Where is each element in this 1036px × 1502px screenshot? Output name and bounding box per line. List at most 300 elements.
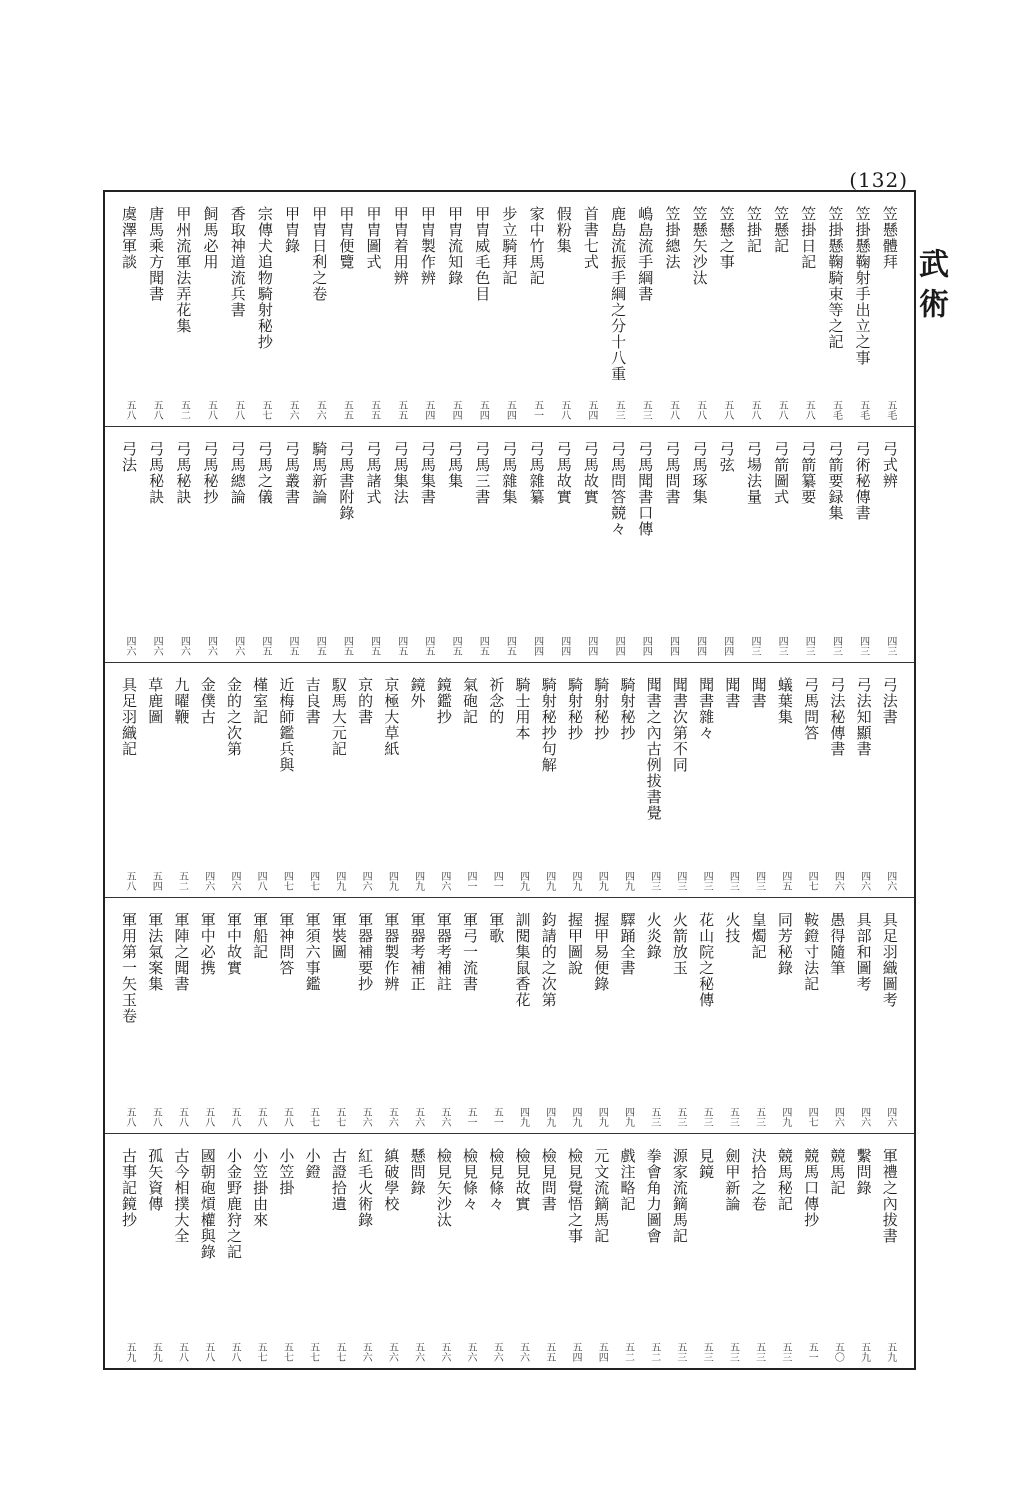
entry-title: 競馬記	[828, 1147, 847, 1196]
entry-page: 四六	[884, 871, 896, 892]
entry-title: 九曜鞭	[172, 676, 191, 725]
catalog-entry	[525, 427, 549, 661]
entry-title: 聞書雜々	[697, 676, 716, 741]
entry-title: 愚得隨筆	[828, 912, 847, 977]
catalog-entry	[274, 1134, 298, 1368]
catalog-entry	[280, 192, 304, 426]
entry-list	[105, 192, 914, 426]
catalog-entry	[248, 1134, 272, 1368]
entry-page: 四五	[259, 635, 271, 656]
catalog-entry	[799, 898, 823, 1132]
entry-page: 五五	[368, 400, 380, 421]
catalog-entry	[852, 898, 876, 1132]
entry-page: 四六	[832, 1106, 844, 1127]
entry-title: 握甲易便錄	[592, 912, 611, 993]
catalog-entry	[171, 427, 195, 661]
entry-title: 弓術秘傳書	[853, 441, 872, 522]
catalog-entry	[280, 427, 304, 661]
catalog-entry	[747, 663, 771, 897]
entry-page: 四五	[395, 635, 407, 656]
entry-title: 弓法	[120, 441, 138, 474]
entry-title: 國朝砲熕權與錄	[198, 1147, 217, 1260]
entry-page: 五八	[255, 1106, 267, 1127]
catalog-entry	[432, 1134, 456, 1368]
catalog-entry	[406, 1134, 430, 1368]
entry-page: 四六	[228, 871, 240, 892]
catalog-entry	[353, 663, 377, 897]
entry-title: 弓馬問答競々	[609, 441, 628, 538]
entry-page: 四三	[884, 635, 896, 656]
catalog-band	[105, 192, 914, 427]
catalog-entry	[715, 192, 739, 426]
entry-title: 軍歌	[487, 912, 506, 945]
entry-page: 四九	[517, 1106, 529, 1127]
entry-title: 假粉集	[554, 206, 573, 254]
entry-page: 五六	[360, 1342, 372, 1363]
entry-title: 虞澤軍談	[120, 206, 138, 270]
catalog-entry	[432, 898, 456, 1132]
entry-title: 鈞請的之次第	[539, 912, 558, 1009]
entry-title: 弓馬總論	[228, 441, 247, 506]
entry-title: 軍禮之內拔書	[880, 1147, 899, 1244]
entry-title: 檢見故實	[513, 1147, 532, 1212]
entry-title: 競馬秘記	[775, 1147, 794, 1212]
entry-page: 五七	[333, 1106, 345, 1127]
catalog-entry	[715, 427, 739, 661]
entry-title: 近梅師鑑兵與	[277, 676, 296, 773]
catalog-entry	[379, 1134, 403, 1368]
entry-page: 四六	[438, 871, 450, 892]
catalog-entry	[579, 192, 603, 426]
catalog-entry	[301, 898, 325, 1132]
catalog-entry	[851, 427, 875, 661]
catalog-entry	[769, 192, 793, 426]
entry-page: 五六	[438, 1342, 450, 1363]
catalog-entry	[823, 427, 847, 661]
catalog-entry	[615, 898, 639, 1132]
catalog-entry	[747, 1134, 771, 1368]
entry-page: 四五	[422, 635, 434, 656]
entry-title: 小笠掛由來	[251, 1147, 270, 1228]
entry-page: 五六	[412, 1342, 424, 1363]
entry-page: 四六	[858, 1106, 870, 1127]
entry-page: 五二	[648, 1342, 660, 1363]
catalog-entry	[458, 898, 482, 1132]
entry-title: 弓馬三書	[473, 441, 492, 506]
catalog-entry	[563, 663, 587, 897]
entry-title: 馭馬大元記	[329, 676, 348, 757]
entry-title: 檢見條々	[487, 1147, 506, 1212]
catalog-entry	[537, 1134, 561, 1368]
catalog-entry	[484, 898, 508, 1132]
entry-title: 騎射秘抄句解	[539, 676, 558, 773]
entry-title: 甲胄製作辨	[418, 206, 437, 286]
entry-page: 五四	[422, 400, 434, 421]
catalog-entry	[615, 1134, 639, 1368]
entry-title: 弓馬書附錄	[337, 441, 356, 522]
entry-page: 四九	[412, 871, 424, 892]
entry-page: 四七	[806, 871, 818, 892]
entry-title: 笠懸記	[772, 206, 791, 254]
entry-title: 具足羽織記	[120, 676, 138, 757]
catalog-entry	[327, 663, 351, 897]
catalog-band	[105, 427, 914, 662]
catalog-entry	[458, 663, 482, 897]
entry-title: 聞書之內古例拔書覺	[644, 676, 663, 821]
entry-page: 五七	[307, 1106, 319, 1127]
entry-title: 訓閱集鼠香花	[513, 912, 532, 1009]
entry-title: 祈念的	[487, 676, 506, 725]
entry-title: 弓馬集法	[391, 441, 410, 506]
entry-page: 五八	[202, 1342, 214, 1363]
entry-title: 唐馬乘方聞書	[147, 206, 166, 302]
catalog-entry	[796, 427, 820, 661]
catalog-entry	[579, 427, 603, 661]
catalog-entry	[589, 898, 613, 1132]
entry-title: 弓馬集	[446, 441, 465, 490]
entry-title: 孤矢資傳	[146, 1147, 165, 1212]
catalog-entry	[537, 898, 561, 1132]
entry-title: 檢見問書	[539, 1147, 558, 1212]
entry-page: 四三	[701, 871, 713, 892]
entry-title: 笠懸體拜	[880, 206, 899, 270]
section-title: 武術	[913, 248, 948, 328]
entry-page: 四九	[569, 871, 581, 892]
catalog-entry	[660, 192, 684, 426]
entry-title: 火箭放玉	[670, 912, 689, 977]
catalog-entry	[470, 192, 494, 426]
entry-title: 古證拾遺	[329, 1147, 348, 1212]
catalog-entry	[143, 663, 167, 897]
entry-title: 紅毛火術錄	[356, 1147, 375, 1228]
entry-title: 小金野鹿狩之記	[224, 1147, 243, 1260]
catalog-entry	[720, 898, 744, 1132]
entry-page: 五三	[640, 400, 652, 421]
entry-page: 四三	[748, 635, 760, 656]
catalog-entry	[878, 663, 902, 897]
catalog-entry	[720, 663, 744, 897]
entry-page: 五五	[341, 400, 353, 421]
entry-title: 弓法知顯書	[854, 676, 873, 757]
catalog-entry	[742, 192, 766, 426]
entry-title: 同芳秘錄	[775, 912, 794, 977]
entry-page: 五四	[504, 400, 516, 421]
catalog-entry	[668, 1134, 692, 1368]
catalog-entry	[589, 1134, 613, 1368]
catalog-entry	[694, 898, 718, 1132]
catalog-entry	[720, 1134, 744, 1368]
entry-page: 五四	[477, 400, 489, 421]
entry-page: 五六	[438, 1106, 450, 1127]
catalog-entry	[484, 663, 508, 897]
entry-page: 四六	[884, 1106, 896, 1127]
entry-title: 家中竹馬記	[527, 206, 546, 286]
entry-title: 笠掛總法	[663, 206, 682, 270]
entry-title: 弓箭圖式	[772, 441, 791, 506]
entry-page: 五三	[674, 1106, 686, 1127]
entry-page: 四四	[721, 635, 733, 656]
catalog-entry	[773, 898, 797, 1132]
entry-page: 四九	[779, 1106, 791, 1127]
catalog-entry	[406, 663, 430, 897]
entry-title: 具足羽織圖考	[880, 912, 899, 1009]
entry-page: 四四	[585, 635, 597, 656]
entry-title: 鞍鐙寸法記	[802, 912, 821, 993]
entry-page: 五八	[694, 400, 706, 421]
entry-title: 弓弦	[717, 441, 736, 474]
entry-title: 拳會角力圖會	[644, 1147, 663, 1244]
entry-page: 五八	[803, 400, 815, 421]
catalog-entry	[825, 898, 849, 1132]
entry-page: 五八	[721, 400, 733, 421]
catalog-band	[105, 1134, 914, 1368]
entry-title: 草鹿圖	[146, 676, 165, 725]
entry-page: 五六	[491, 1342, 503, 1363]
catalog-entry	[642, 898, 666, 1132]
entry-title: 弓馬問書	[663, 441, 682, 506]
entry-page: 五八	[558, 400, 570, 421]
entry-page: 四五	[504, 635, 516, 656]
entry-page: 五八	[228, 1106, 240, 1127]
catalog-band	[105, 898, 914, 1133]
entry-page: 五六	[314, 400, 326, 421]
entry-title: 競馬口傳抄	[802, 1147, 821, 1228]
entry-page: 五八	[202, 1106, 214, 1127]
entry-title: 弓馬故實	[581, 441, 600, 506]
entry-page: 四九	[543, 1106, 555, 1127]
entry-page: 五三	[779, 1342, 791, 1363]
entry-title: 軍器考補註	[434, 912, 453, 993]
entry-title: 握甲圖說	[565, 912, 584, 977]
page-number: (132)	[849, 168, 908, 192]
entry-page: 五八	[281, 1106, 293, 1127]
entry-page: 五九	[858, 1342, 870, 1363]
catalog-entry	[362, 192, 386, 426]
catalog-entry	[878, 192, 902, 426]
entry-page: 五七	[281, 1342, 293, 1363]
entry-title: 火炎錄	[644, 912, 663, 961]
entry-page: 五六	[360, 1106, 372, 1127]
entry-list	[105, 898, 914, 1132]
catalog-entry	[307, 427, 331, 661]
entry-page: 四九	[543, 871, 555, 892]
catalog-entry	[117, 898, 141, 1132]
catalog-entry	[852, 1134, 876, 1368]
entry-title: 弓法秘傳書	[828, 676, 847, 757]
entry-title: 弓馬雜集	[500, 441, 519, 506]
catalog-entry	[878, 898, 902, 1132]
entry-page: 四四	[613, 635, 625, 656]
catalog-entry	[253, 427, 277, 661]
catalog-entry	[484, 1134, 508, 1368]
entry-page: 五八	[176, 1106, 188, 1127]
entry-title: 首書七式	[581, 206, 600, 270]
entry-title: 劍甲新論	[723, 1147, 742, 1212]
entry-title: 弓馬諸式	[364, 441, 383, 506]
entry-page: 四九	[333, 871, 345, 892]
entry-page: 五三	[701, 1106, 713, 1127]
entry-page: 五毛	[884, 400, 896, 421]
entry-page: 五三	[753, 1106, 765, 1127]
entry-page: 五三	[701, 1342, 713, 1363]
catalog-entry	[633, 192, 657, 426]
catalog-entry	[248, 898, 272, 1132]
catalog-entry	[852, 663, 876, 897]
entry-title: 弓箭要録集	[826, 441, 845, 522]
entry-page: 五六	[465, 1342, 477, 1363]
entry-page: 四四	[667, 635, 679, 656]
catalog-entry	[199, 427, 223, 661]
catalog-entry	[769, 427, 793, 661]
catalog-entry	[117, 1134, 141, 1368]
entry-title: 騎馬新論	[310, 441, 329, 506]
entry-title: 軍神問答	[277, 912, 296, 977]
catalog-entry	[222, 898, 246, 1132]
catalog-entry	[470, 427, 494, 661]
catalog-entry	[742, 427, 766, 661]
entry-page: 四九	[386, 871, 398, 892]
entry-title: 金的之次第	[224, 676, 243, 757]
catalog-entry	[443, 192, 467, 426]
entry-title: 槿室記	[251, 676, 270, 725]
catalog-entry	[379, 663, 403, 897]
entry-page: 四六	[360, 871, 372, 892]
entry-page: 四六	[858, 871, 870, 892]
entry-title: 弓馬集書	[418, 441, 437, 506]
entry-page: 四三	[830, 635, 842, 656]
entry-page: 四一	[465, 871, 477, 892]
catalog-entry	[633, 427, 657, 661]
catalog-entry	[747, 898, 771, 1132]
entry-page: 五二	[622, 1342, 634, 1363]
catalog-entry	[606, 427, 630, 661]
entry-page: 五六	[386, 1106, 398, 1127]
entry-page: 五八	[205, 400, 217, 421]
catalog-entry	[511, 663, 535, 897]
entry-title: 弓馬琢集	[690, 441, 709, 506]
entry-page: 五八	[150, 1106, 162, 1127]
catalog-band	[105, 663, 914, 898]
catalog-entry	[144, 427, 168, 661]
catalog-entry	[511, 1134, 535, 1368]
entry-title: 具部和圖考	[854, 912, 873, 993]
entry-page: 四五	[779, 871, 791, 892]
entry-page: 五八	[228, 1342, 240, 1363]
catalog-entry	[615, 663, 639, 897]
entry-title: 甲胄便覽	[337, 206, 356, 270]
catalog-entry	[301, 1134, 325, 1368]
entry-title: 鹿島流振手綱之分十八重	[609, 206, 628, 382]
catalog-entry	[660, 427, 684, 661]
entry-page: 五三	[727, 1342, 739, 1363]
entry-title: 弓馬秘訣	[147, 441, 166, 506]
entry-title: 軍中必携	[198, 912, 217, 977]
entry-page: 四三	[753, 871, 765, 892]
entry-page: 四三	[674, 871, 686, 892]
entry-page: 四四	[558, 635, 570, 656]
entry-page: 五五	[543, 1342, 555, 1363]
catalog-entry	[169, 898, 193, 1132]
entry-title: 古今相撲大全	[172, 1147, 191, 1244]
entry-page: 四四	[531, 635, 543, 656]
entry-title: 京極大草紙	[382, 676, 401, 757]
entry-page: 五九	[150, 1342, 162, 1363]
catalog-entry	[432, 663, 456, 897]
entry-page: 五一	[806, 1342, 818, 1363]
entry-title: 甲胄錄	[283, 206, 302, 254]
catalog-entry	[688, 427, 712, 661]
entry-page: 五四	[596, 1342, 608, 1363]
entry-page: 五三	[753, 1342, 765, 1363]
entry-page: 五三	[727, 1106, 739, 1127]
entry-page: 四三	[776, 635, 788, 656]
entry-page: 四九	[622, 871, 634, 892]
entry-page: 四五	[287, 635, 299, 656]
entry-title: 氣砲記	[461, 676, 480, 725]
entry-page: 四五	[341, 635, 353, 656]
entry-title: 甲胄流知錄	[446, 206, 465, 286]
entry-page: 四五	[477, 635, 489, 656]
catalog-entry	[416, 427, 440, 661]
entry-title: 花山院之秘傳	[697, 912, 716, 1009]
entry-title: 戲注略記	[618, 1147, 637, 1212]
entry-title: 火技	[723, 912, 742, 945]
catalog-entry	[668, 898, 692, 1132]
catalog-entry	[117, 192, 141, 426]
entry-page: 四四	[640, 635, 652, 656]
entry-page: 四六	[832, 871, 844, 892]
catalog-entry	[563, 1134, 587, 1368]
entry-page: 五九	[884, 1342, 896, 1363]
entry-page: 五三	[648, 1106, 660, 1127]
entry-title: 縝破學校	[382, 1147, 401, 1212]
entry-title: 弓馬故實	[554, 441, 573, 506]
catalog-entry	[253, 192, 277, 426]
catalog-entry	[458, 1134, 482, 1368]
entry-page: 四九	[596, 871, 608, 892]
entry-page: 四九	[596, 1106, 608, 1127]
entry-title: 決拾之卷	[749, 1147, 768, 1212]
entry-title: 飼馬必用	[201, 206, 220, 270]
entry-page: 五一	[491, 1106, 503, 1127]
catalog-entry	[334, 427, 358, 661]
entry-page: 五四	[569, 1342, 581, 1363]
entry-page: 五九	[124, 1342, 135, 1363]
entry-page: 五一	[465, 1106, 477, 1127]
catalog-entry	[694, 1134, 718, 1368]
entry-title: 軍器考補正	[408, 912, 427, 993]
catalog-entry	[222, 663, 246, 897]
entry-page: 五八	[176, 1342, 188, 1363]
entry-page: 五六	[287, 400, 299, 421]
entry-page: 四六	[151, 635, 163, 656]
catalog-entry	[773, 1134, 797, 1368]
entry-page: 四六	[202, 871, 214, 892]
entry-page: 四六	[205, 635, 217, 656]
entry-title: 笠懸之事	[717, 206, 736, 270]
catalog-entry	[497, 427, 521, 661]
catalog-entry	[196, 898, 220, 1132]
catalog-entry	[248, 663, 272, 897]
catalog-entry	[362, 427, 386, 661]
entry-page: 四六	[232, 635, 244, 656]
entry-page: 五毛	[857, 400, 869, 421]
catalog-entry	[825, 1134, 849, 1368]
entry-title: 軍用第一矢玉卷	[120, 912, 138, 1025]
catalog-entry	[799, 663, 823, 897]
entry-title: 騎射秘抄	[618, 676, 637, 741]
catalog-entry	[353, 898, 377, 1132]
